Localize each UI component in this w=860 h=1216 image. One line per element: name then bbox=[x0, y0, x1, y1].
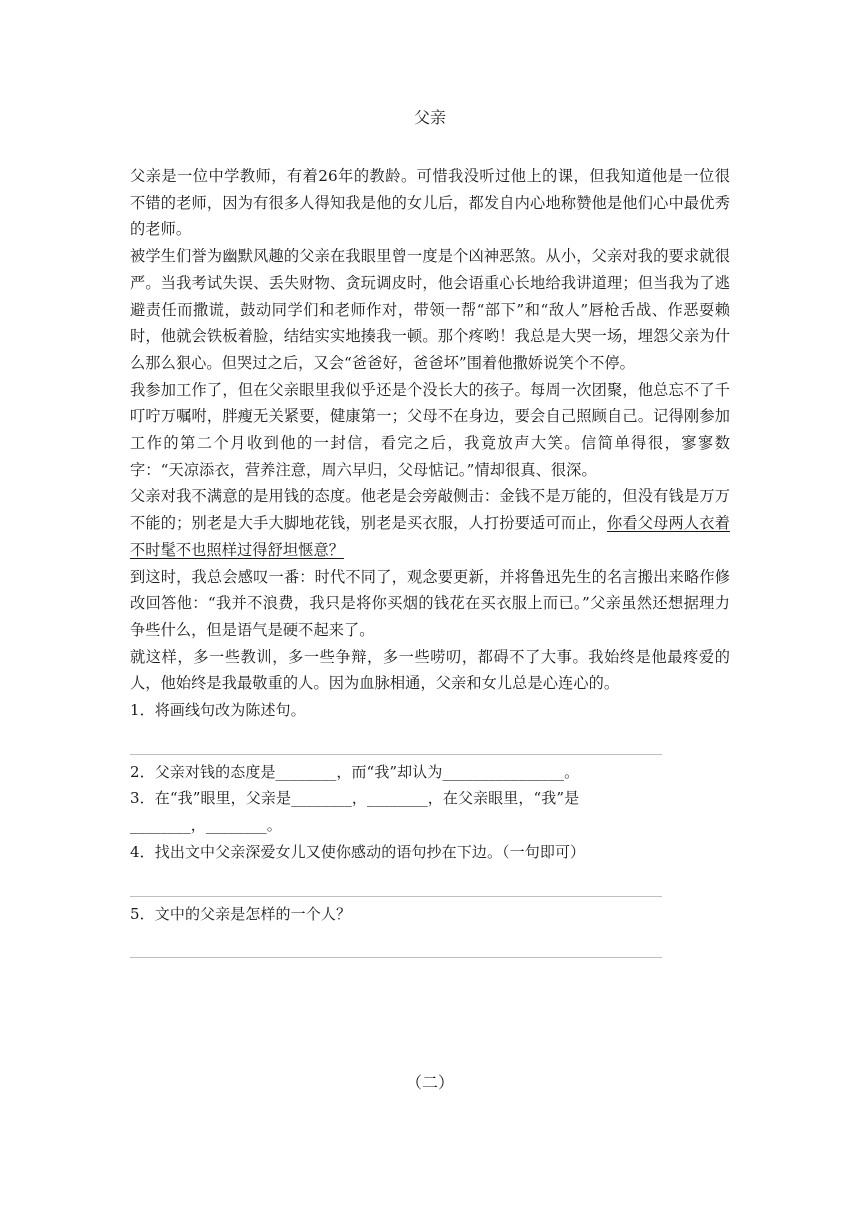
question-3: 3．在“我”眼里，父亲是________，________，在父亲眼里，“我”是 bbox=[130, 789, 580, 808]
question-2: 2．父亲对钱的态度是________，而“我”却认为________________。 bbox=[130, 762, 580, 781]
paragraph-6: 就这样，多一些教训，多一些争辩，多一些唠叨，都碍不了大事。我始终是他最疼爱的人，他始终是我最敬重的人。因为血脉相通，父亲和女儿总是心连心的。 bbox=[130, 647, 730, 693]
question-4: 4．找出文中父亲深爱女儿又使你感动的语句抄在下边。（一句即可） bbox=[130, 842, 586, 861]
paragraph-4-text: 父亲对我不满意的是用钱的态度。他老是会旁敲侧击：金钱不是万能的，但没有钱是万万不能的；别老是大手大脚地花钱，别老是买衣服，人打扮要适可而止， bbox=[130, 487, 730, 533]
article-body bbox=[130, 163, 730, 962]
question-5: 5．文中的父亲是怎样的一个人？ bbox=[130, 904, 352, 923]
paragraph-5: 到这时，我总会感叹一番：时代不同了，观念要更新，并将鲁迅先生的名言搬出来略作修改回答他：“我并不浪费，我只是将你买烟的钱花在买衣服上而已。”父亲虽然还想据理力争些什么，但是语气是硬不起来了。 bbox=[130, 567, 730, 639]
answer-line-1[interactable] bbox=[130, 724, 662, 755]
section-heading-2: （二） bbox=[405, 1073, 454, 1092]
paragraph-2: 被学生们誉为幽默风趣的父亲在我眼里曾一度是个凶神恶煞。从小，父亲对我的要求就很严。当我考试失误、丢失财物、贪玩调皮时，他会语重心长地给我讲道理；但当我为了逃避责任而撒谎，鼓动同学们和老师作对，带领一帮“部下”和“敌人”唇枪舌战、作恶耍赖时，他就会铁板着脸，结结实实地揍我一顿。那个疼哟！我总是大哭一场，埋怨父亲为什么那么狠心。但哭过之后，又会“爸爸好，爸爸坏”围着他撒娇说笑个不停。 bbox=[130, 247, 730, 372]
paragraph-3: 我参加工作了，但在父亲眼里我似乎还是个没长大的孩子。每周一次团聚，他总忘不了千叮咛万嘱咐，胖瘦无关紧要，健康第一；父母不在身边，要会自己照顾自己。记得刚参加工作的第二个月收到他的一封信，看完之后，我竟放声大笑。信简单得很，寥寥数字：“天凉添衣，营养注意，周六早归，父母惦记。”情却很真、很深。 bbox=[130, 380, 730, 479]
paragraph-1: 父亲是一位中学教师，有着26年的教龄。可惜我没听过他上的课，但我知道他是一位很不错的老师，因为有很多人得知我是他的女儿后，都发自内心地称赞他是他们心中最优秀的老师。 bbox=[130, 167, 730, 239]
answer-line-4[interactable] bbox=[130, 866, 662, 897]
answer-line-5[interactable] bbox=[130, 927, 662, 958]
question-3-continued: ________，________。 bbox=[130, 816, 282, 835]
paragraph-4 bbox=[130, 483, 730, 563]
article-title: 父亲 bbox=[413, 108, 446, 127]
question-1: 1．将画线句改为陈述句。 bbox=[130, 701, 306, 720]
underlined-sentence: 你看父母两人衣着不时髦不也照样过得舒坦惬意？ bbox=[130, 514, 730, 559]
